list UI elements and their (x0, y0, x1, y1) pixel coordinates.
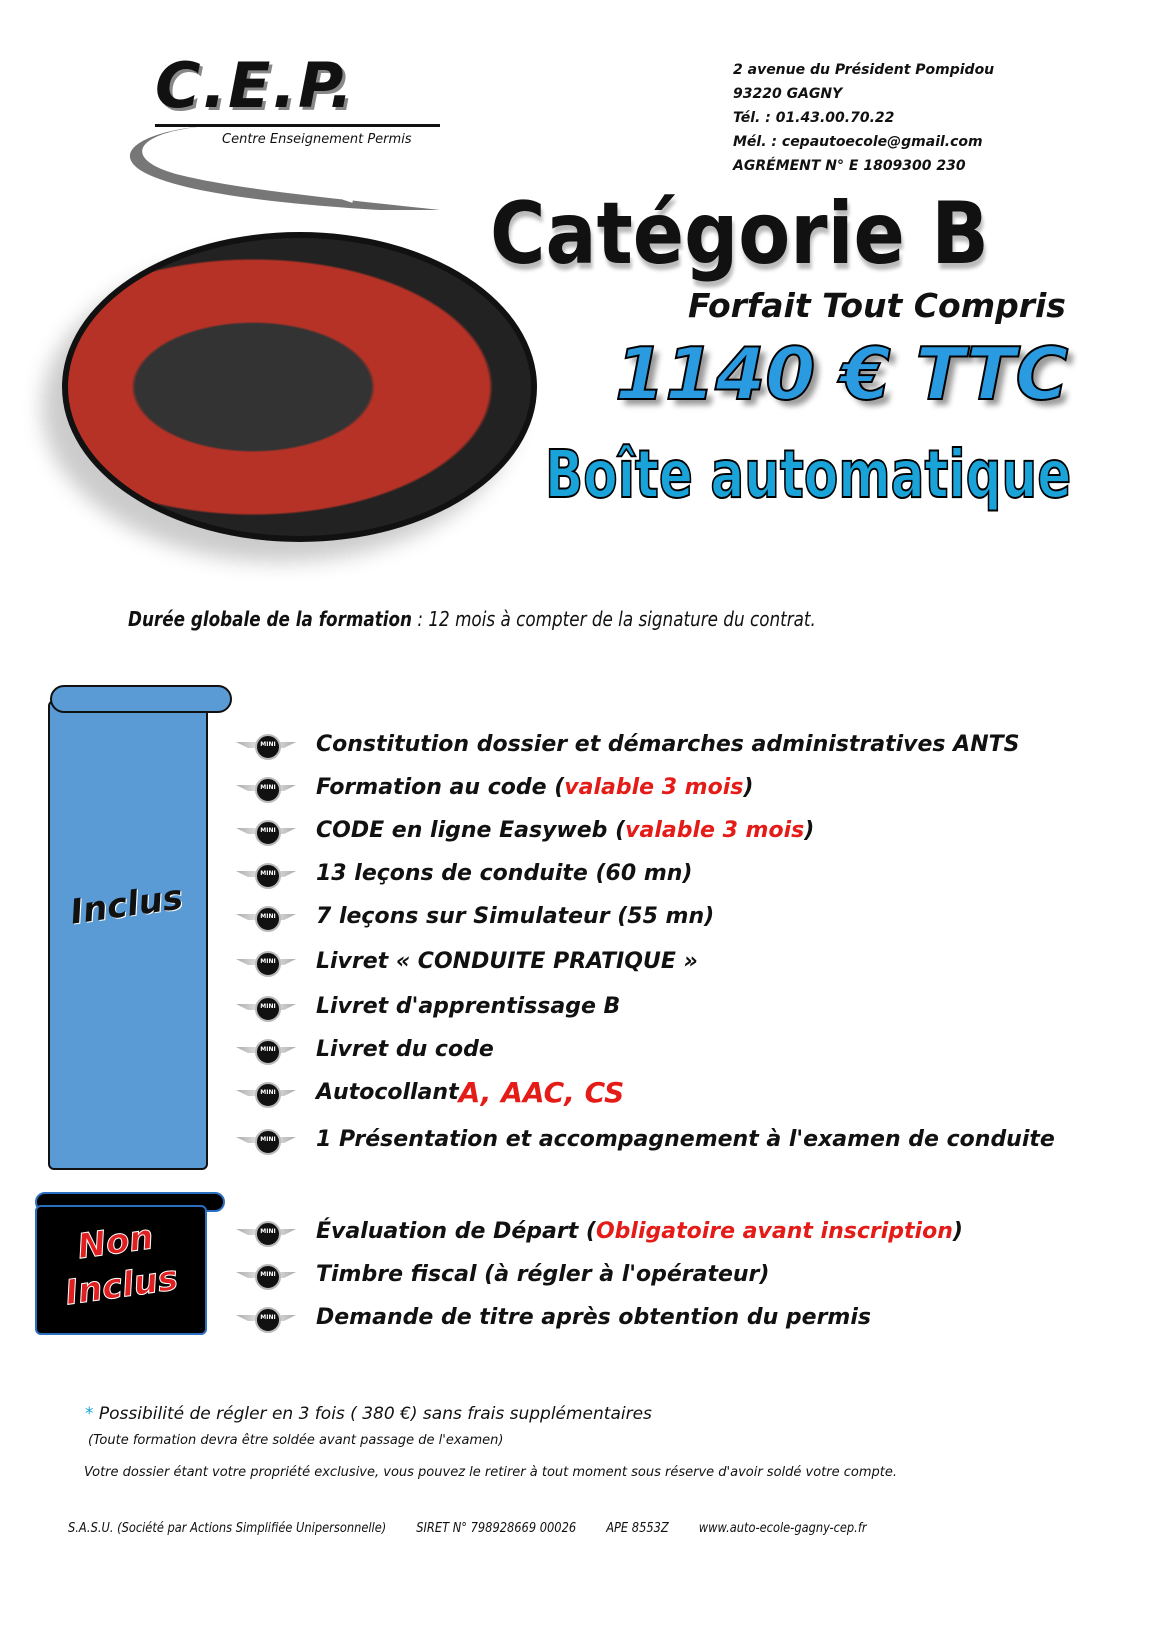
exam-note: (Toute formation devra être soldée avant passage de l'examen) (88, 1433, 504, 1448)
list-item (236, 1217, 963, 1247)
duration-value: : 12 mois à compter de la signature du contrat. (412, 607, 816, 631)
mini-logo-icon (236, 906, 296, 928)
footer (68, 1520, 893, 1537)
item-text: CODE en ligne Easyweb ( (316, 818, 626, 843)
dossier-note: Votre dossier étant votre propriété exclusive, vous pouvez le retirer à tout moment sous réserve d'avoir soldé votre compte. (84, 1465, 897, 1480)
mini-logo-icon (236, 1264, 296, 1286)
list-item (236, 1303, 871, 1333)
gear-shift-photo (62, 232, 537, 542)
duration-label: Durée globale de la formation (128, 607, 413, 631)
footer-website[interactable]: www.auto-ecole-gagny-cep.fr (698, 1521, 867, 1536)
mini-logo-icon (236, 996, 296, 1018)
item-text: Évaluation de Départ ( (316, 1219, 596, 1244)
item-suffix: ) (804, 818, 815, 843)
mini-logo-icon (236, 820, 296, 842)
list-item (236, 992, 620, 1022)
phone: Tél. : 01.43.00.70.22 (733, 110, 895, 126)
item-text: Formation au code ( (316, 775, 565, 800)
mini-logo-icon (236, 777, 296, 799)
item-highlight: A, AAC, CS (458, 1076, 625, 1109)
asterisk: * (85, 1404, 94, 1424)
logo-divider (155, 124, 440, 127)
payment-text: Possibilité de régler en 3 fois ( 380 €) sans frais supplémentaires (98, 1404, 652, 1424)
item-highlight: valable 3 mois (564, 775, 744, 800)
item-highlight: Obligatoire avant inscription (595, 1219, 953, 1244)
not-included-label-1: Non (75, 1217, 156, 1268)
footer-ape: APE 8553Z (606, 1521, 669, 1536)
list-item (236, 1260, 769, 1290)
included-label: Inclus (67, 877, 186, 933)
item-text: 7 leçons sur Simulateur (55 mn) (316, 904, 715, 929)
address-street: 2 avenue du Président Pompidou (733, 62, 995, 78)
not-included-label-2: Inclus (62, 1258, 181, 1314)
mini-logo-icon (236, 863, 296, 885)
duration-text (128, 606, 816, 632)
item-suffix: ) (952, 1219, 963, 1244)
package-subtitle: Forfait Tout Compris (688, 286, 1066, 325)
list-item (236, 816, 814, 846)
footer-siret: SIRET N° 798928669 00026 (416, 1521, 577, 1536)
list-item (236, 902, 714, 932)
list-item (236, 730, 1019, 760)
item-text: Constitution dossier et démarches administratives ANTS (316, 732, 1020, 757)
list-item (236, 773, 753, 803)
logo-title: C.E.P. (155, 49, 355, 122)
address-city: 93220 GAGNY (733, 86, 843, 102)
not-included-label (56, 1213, 180, 1316)
mini-logo-icon (236, 1307, 296, 1329)
transmission-type: Boîte automatique (545, 436, 1072, 513)
list-item (236, 1125, 1055, 1155)
item-text: Demande de titre après obtention du permis (316, 1305, 871, 1330)
address-block (733, 58, 994, 178)
mini-logo-icon (236, 1129, 296, 1151)
mini-logo-icon (236, 1039, 296, 1061)
mini-logo-icon (236, 734, 296, 756)
item-text: Timbre fiscal (à régler à l'opérateur) (316, 1262, 770, 1287)
email: Mél. : cepautoecole@gmail.com (733, 134, 983, 150)
item-text: Livret du code (316, 1037, 494, 1062)
list-item (236, 947, 698, 977)
item-text: Autocollant (316, 1080, 459, 1105)
list-item (236, 859, 692, 889)
item-highlight: valable 3 mois (625, 818, 805, 843)
logo-subtitle: Centre Enseignement Permis (222, 132, 412, 147)
item-text: Livret « CONDUITE PRATIQUE » (316, 949, 698, 974)
item-text: 13 leçons de conduite (60 mn) (316, 861, 693, 886)
mini-logo-icon (236, 1082, 296, 1104)
item-text: 1 Présentation et accompagnement à l'examen de conduite (316, 1127, 1055, 1152)
mini-logo-icon (236, 951, 296, 973)
footer-company: S.A.S.U. (Société par Actions Simplifiée Unipersonnelle) (68, 1521, 387, 1536)
payment-note (85, 1403, 652, 1425)
category-title: Catégorie B (490, 184, 989, 284)
list-item (236, 1078, 624, 1108)
mini-logo-icon (236, 1221, 296, 1243)
item-text: Livret d'apprentissage B (316, 994, 621, 1019)
included-banner (48, 700, 208, 1170)
item-suffix: ) (743, 775, 754, 800)
included-banner-scroll (50, 685, 232, 713)
price: 1140 € TTC (615, 332, 1069, 416)
agrement: AGRÉMENT N° E 1809300 230 (733, 158, 966, 174)
list-item (236, 1035, 494, 1065)
